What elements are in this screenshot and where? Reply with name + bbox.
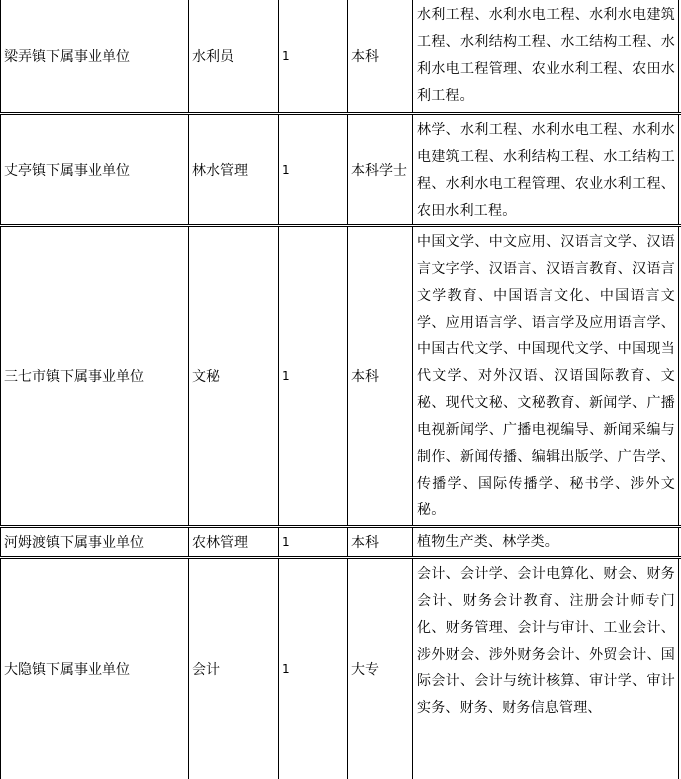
unit-cell: 大隐镇下属事业单位 bbox=[0, 559, 188, 779]
table-row bbox=[0, 0, 681, 115]
position-cell: 水利员 bbox=[188, 0, 278, 112]
table-row bbox=[0, 528, 681, 559]
majors-cell: 会计、会计学、会计电算化、财会、财务会计、财务会计教育、注册会计师专门化、财务管理、会计与审计、工业会计、涉外财会、涉外财务会计、外贸会计、国际会计、会计与统计核算、审计学、审计实务、财务、财务信息管理、 bbox=[412, 559, 679, 779]
education-cell: 本科 bbox=[347, 227, 412, 525]
position-cell: 文秘 bbox=[188, 227, 278, 525]
count-cell bbox=[278, 559, 347, 779]
count-value: 1 bbox=[282, 535, 290, 549]
unit-cell: 三七市镇下属事业单位 bbox=[0, 227, 188, 525]
table-row bbox=[0, 227, 681, 528]
education-cell: 本科 bbox=[347, 0, 412, 112]
education-cell: 大专 bbox=[347, 559, 412, 779]
position-cell: 林水管理 bbox=[188, 115, 278, 224]
majors-cell: 植物生产类、林学类。 bbox=[412, 528, 679, 556]
count-value: 1 bbox=[282, 662, 290, 676]
majors-cell: 中国文学、中文应用、汉语言文学、汉语言文字学、汉语言、汉语言教育、汉语言文学教育、中国语言文化、中国语言文学、应用语言学、语言学及应用语言学、中国古代文学、中国现代文学、中国现当代文学、对外汉语、汉语国际教育、文秘、现代文秘、文秘教育、新闻学、广播电视新闻学、广播电视编导、新闻采编与制作、新闻传播、编辑出版学、广告学、传播学、国际传播学、秘书学、涉外文秘。 bbox=[412, 227, 679, 525]
count-value: 1 bbox=[282, 369, 290, 383]
count-value: 1 bbox=[282, 162, 290, 177]
table-row bbox=[0, 559, 681, 779]
unit-cell: 梁弄镇下属事业单位 bbox=[0, 0, 188, 112]
count-cell bbox=[278, 227, 347, 525]
position-cell: 会计 bbox=[188, 559, 278, 779]
count-cell bbox=[278, 528, 347, 556]
majors-cell: 水利工程、水利水电工程、水利水电建筑工程、水利结构工程、水工结构工程、水利水电工程管理、农业水利工程、农田水利工程。 bbox=[412, 0, 679, 112]
position-cell: 农林管理 bbox=[188, 528, 278, 556]
majors-cell: 林学、水利工程、水利水电工程、水利水电建筑工程、水利结构工程、水工结构工程、水利水电工程管理、农业水利工程、农田水利工程。 bbox=[412, 115, 679, 224]
count-cell bbox=[278, 115, 347, 224]
unit-cell: 河姆渡镇下属事业单位 bbox=[0, 528, 188, 556]
count-cell bbox=[278, 0, 347, 112]
unit-cell: 丈亭镇下属事业单位 bbox=[0, 115, 188, 224]
count-value: 1 bbox=[282, 49, 290, 63]
education-cell: 本科 bbox=[347, 528, 412, 556]
education-cell: 本科学士 bbox=[347, 115, 412, 224]
table-row bbox=[0, 115, 681, 227]
